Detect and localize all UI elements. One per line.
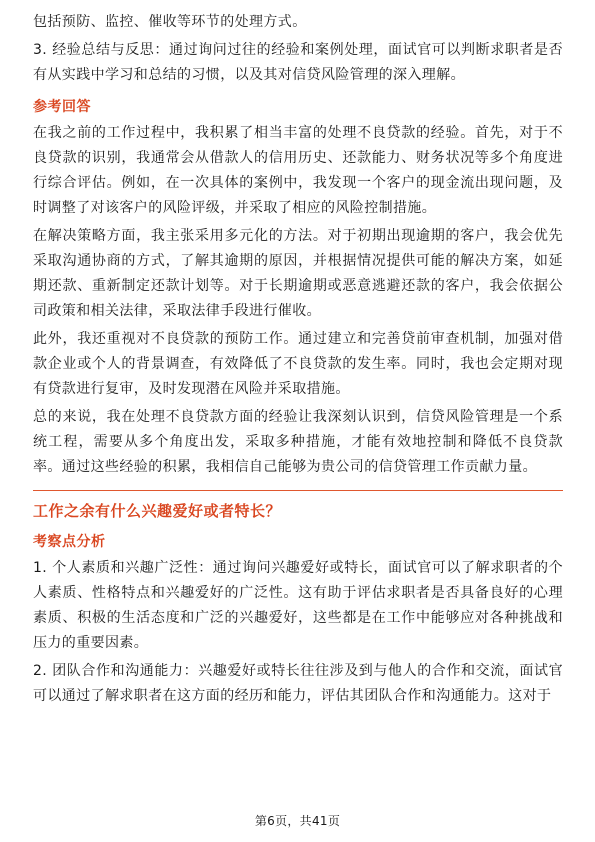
page-number: 第6页，共41页	[254, 814, 341, 828]
answer-paragraph: 在我之前的工作过程中，我积累了相当丰富的处理不良贷款的经验。首先，对于不良贷款的识别，我通常会从借款人的信用历史、还款能力、财务状况等多个角度进行综合评估。例如，在一次具体的案例中，我发现一个客户的现金流出现问题，及时调整了对该客户的风险评级，并采取了相应的风险控制措施。	[33, 125, 563, 216]
intro-point-3: 3. 经验总结与反思：通过询问过往的经验和案例处理，面试官可以判断求职者是否有从实践中学习和总结的习惯，以及其对信贷风险管理的深入理解。	[33, 42, 563, 83]
answer-heading: 参考回答	[33, 99, 91, 115]
question-heading: 工作之余有什么兴趣爱好或者特长？	[33, 502, 282, 520]
answer-paragraph: 此外，我还重视对不良贷款的预防工作。通过建立和完善贷前审查机制，加强对借款企业或个人的背景调查，有效降低了不良贷款的发生率。同时，我也会定期对现有贷款进行复审，及时发现潜在风险并采取措施。	[33, 331, 563, 397]
section-divider	[33, 490, 563, 491]
answer-paragraph: 总的来说，我在处理不良贷款方面的经验让我深刻认识到，信贷风险管理是一个系统工程，需要从多个角度出发，采取多种措施，才能有效地控制和降低不良贷款率。通过这些经验的积累，我相信自己能够为贵公司的信贷管理工作贡献力量。	[33, 409, 563, 475]
answer-paragraph: 在解决策略方面，我主张采用多元化的方法。对于初期出现逾期的客户，我会优先采取沟通协商的方式，了解其逾期的原因，并根据情况提供可能的解决方案，如延期还款、重新制定还款计划等。对于长期逾期或恶意逃避还款的客户，我会依据公司政策和相关法律，采取法律手段进行催收。	[33, 228, 563, 319]
analysis-heading: 考察点分析	[33, 534, 106, 550]
page-content	[33, 10, 563, 712]
analysis-paragraph: 2. 团队合作和沟通能力：兴趣爱好或特长往往涉及到与他人的合作和交流，面试官可以通过了解求职者在这方面的经历和能力，评估其团队合作和沟通能力。这对于	[33, 663, 563, 704]
intro-line: 包括预防、监控、催收等环节的处理方式。	[33, 14, 307, 30]
analysis-paragraph: 1. 个人素质和兴趣广泛性：通过询问兴趣爱好或特长，面试官可以了解求职者的个人素质、性格特点和兴趣爱好的广泛性。这有助于评估求职者是否具备良好的心理素质、积极的生活态度和广泛的兴趣爱好，这些都是在工作中能够应对各种挑战和压力的重要因素。	[33, 560, 563, 651]
